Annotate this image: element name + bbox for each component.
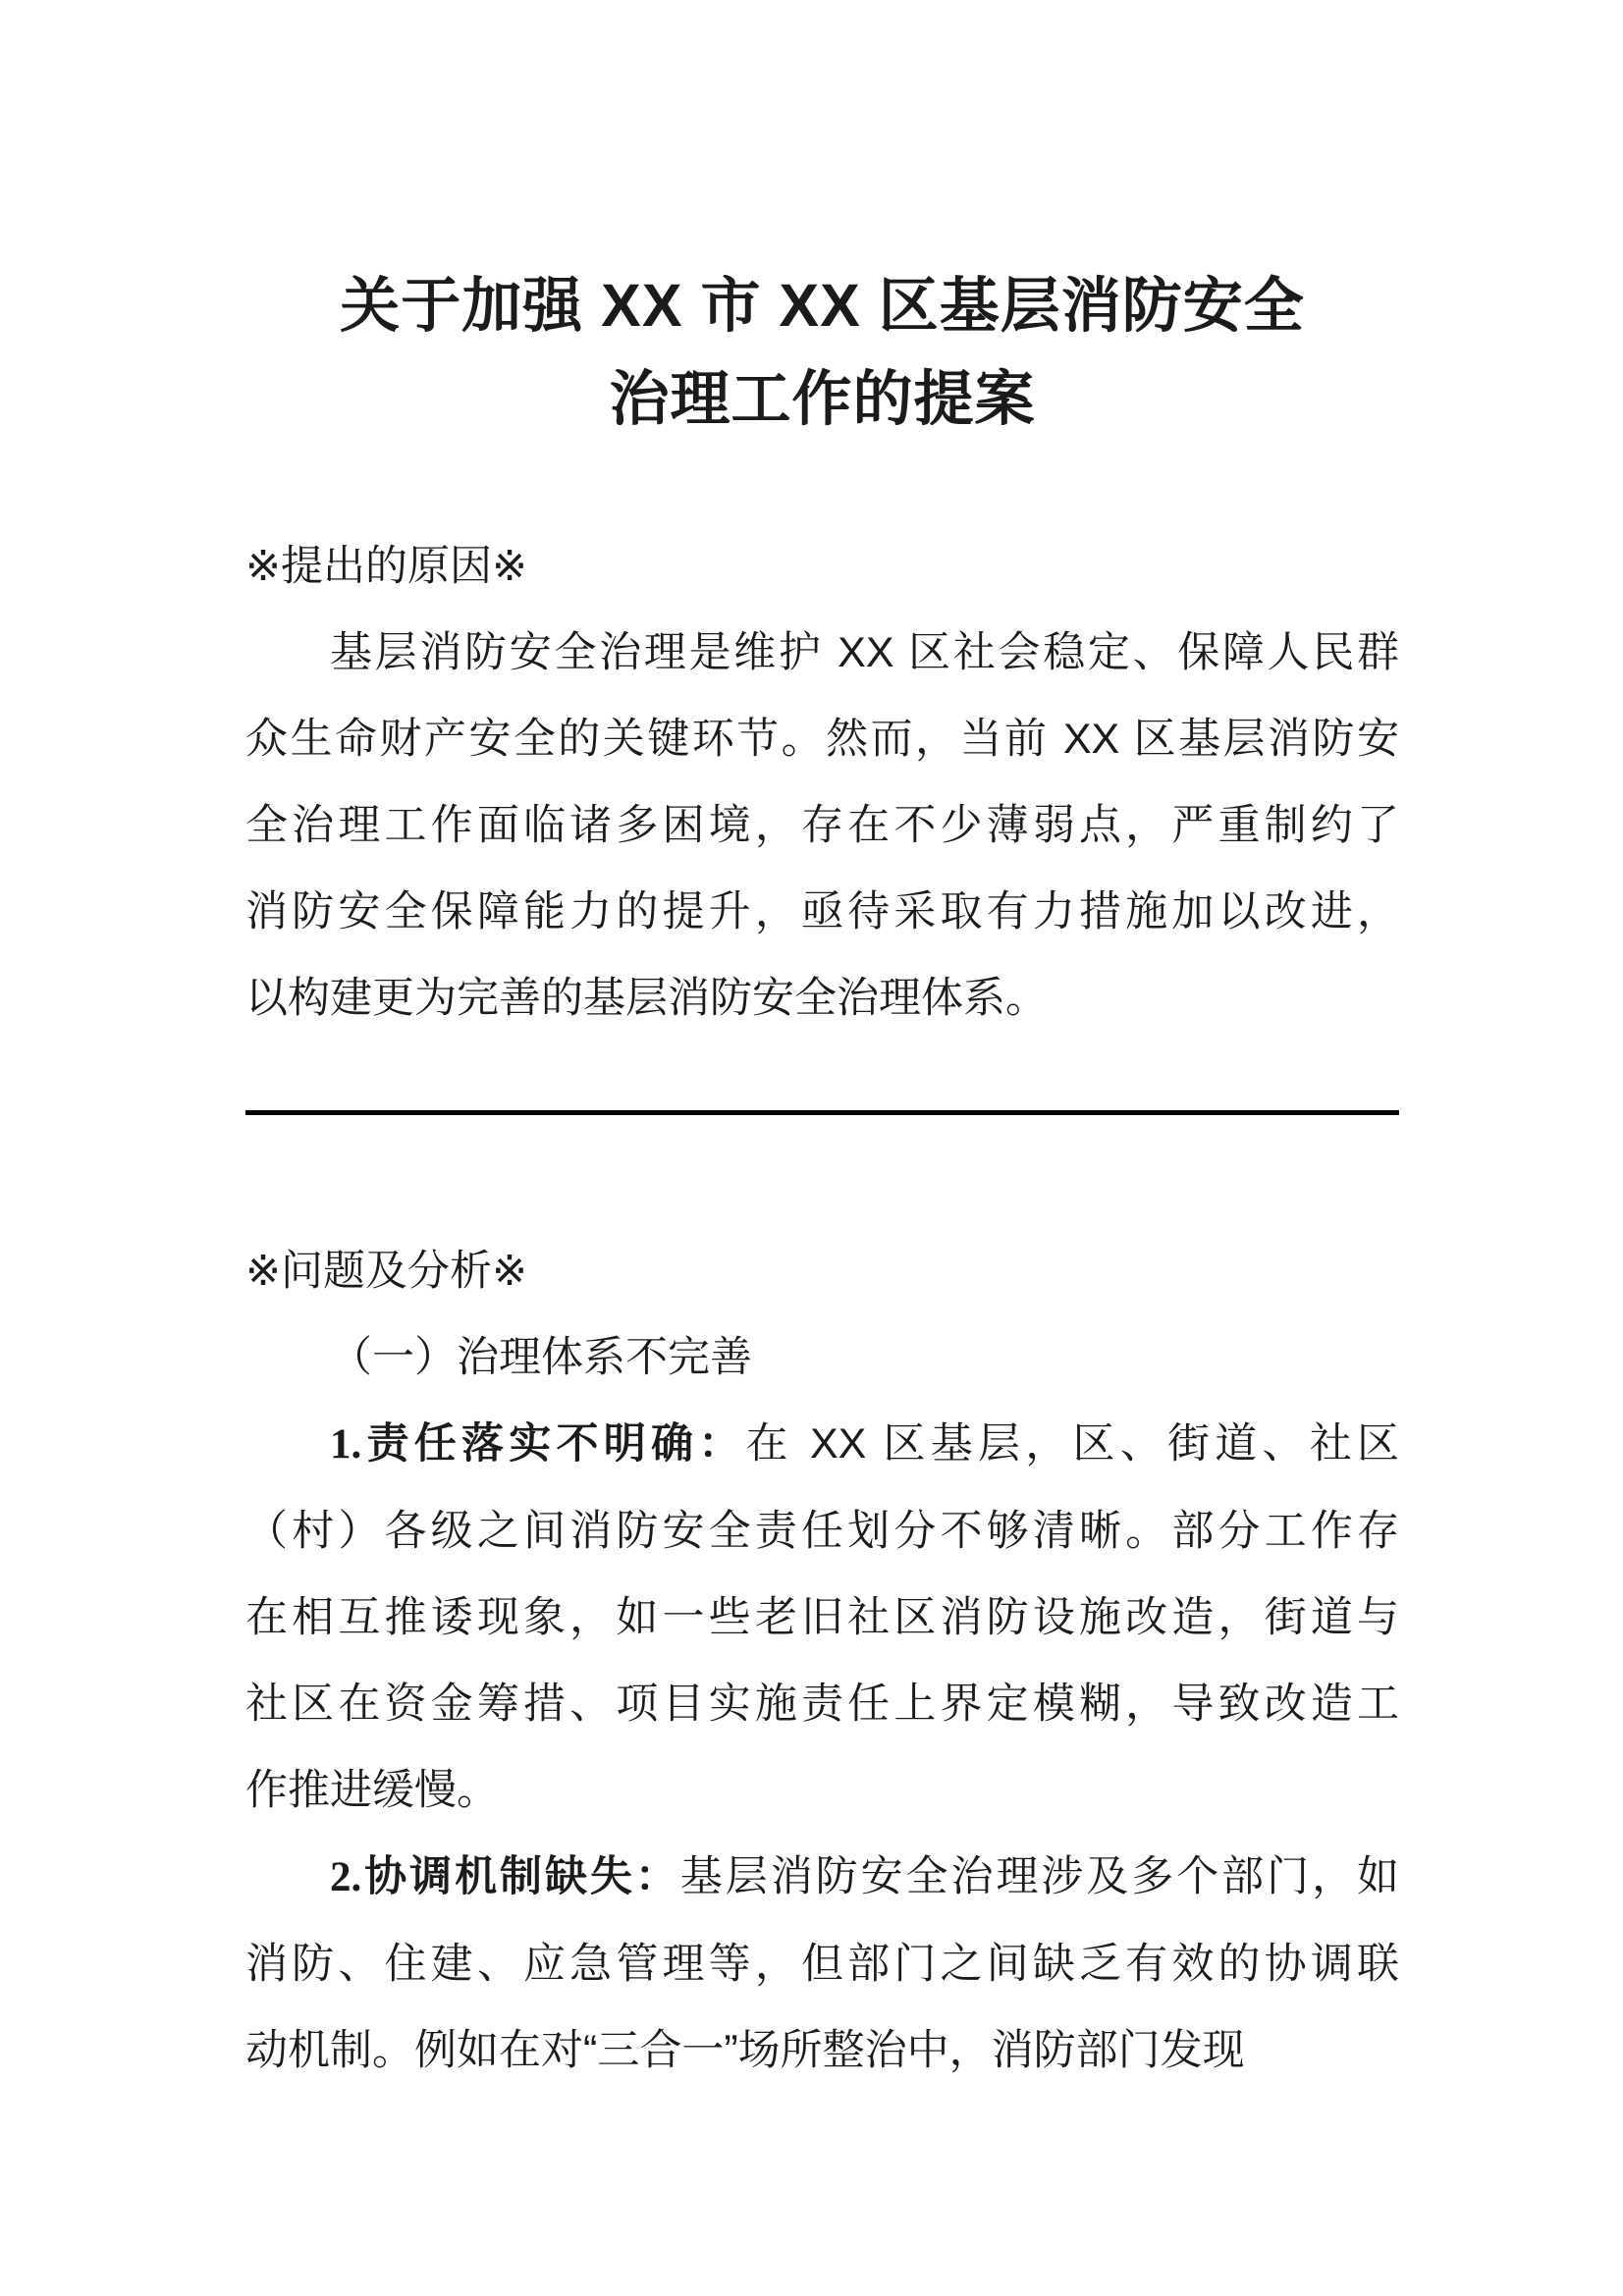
reason-paragraph <box>245 610 1399 1041</box>
item-label: 协调机制缺失： <box>361 1853 680 1900</box>
section-header-analysis: ※问题及分析※ <box>245 1248 528 1295</box>
paragraph-line: 作推进缓慢。 <box>245 1767 499 1814</box>
paragraph-line: 消防、住建、应急管理等，但部门之间缺乏有效的协调联 <box>245 1941 1399 1988</box>
section-header-reason: ※提出的原因※ <box>245 543 528 590</box>
paragraph-line: 社区在资金筹措、项目实施责任上界定模糊，导致改造工 <box>245 1681 1399 1728</box>
paragraph-line: 在相互推诿现象，如一些老旧社区消防设施改造，街道与 <box>245 1594 1399 1641</box>
paragraph-line: 以构建更为完善的基层消防安全治理体系。 <box>245 975 1048 1022</box>
document-title-line-2: 治理工作的提案 <box>609 365 1036 432</box>
item-lead-line <box>245 1401 1399 1488</box>
item-number: 1. <box>330 1421 362 1468</box>
item-text: 在 XX 区基层，区、街道、社区 <box>745 1420 1399 1468</box>
document-title-line-1: 关于加强 XX 市 XX 区基层消防安全 <box>340 272 1305 339</box>
paragraph-line: 全治理工作面临诸多困境，存在不少薄弱点，严重制约了 <box>245 802 1399 849</box>
item-text: 基层消防安全治理涉及多个部门，如 <box>679 1853 1400 1900</box>
subsection-heading: （一）治理体系不完善 <box>330 1334 752 1381</box>
analysis-item-1 <box>245 1401 1399 1834</box>
paragraph-line: 消防安全保障能力的提升，亟待采取有力措施加以改进， <box>245 888 1399 935</box>
paragraph-line: 动机制。例如在对“三合一”场所整治中，消防部门发现 <box>245 2027 1245 2074</box>
paragraph-line: 基层消防安全治理是维护 XX 区社会稳定、保障人民群 <box>330 629 1399 676</box>
item-number: 2. <box>330 1854 362 1900</box>
item-lead-line <box>245 1834 1399 1921</box>
document-title <box>245 259 1399 446</box>
item-label: 责任落实不明确： <box>361 1420 746 1468</box>
horizontal-rule <box>245 1110 1399 1115</box>
paragraph-line: （村）各级之间消防安全责任划分不够清晰。部分工作存 <box>245 1508 1399 1555</box>
analysis-item-2 <box>245 1834 1399 2094</box>
paragraph-line: 众生命财产安全的关键环节。然而，当前 XX 区基层消防安 <box>245 716 1399 763</box>
